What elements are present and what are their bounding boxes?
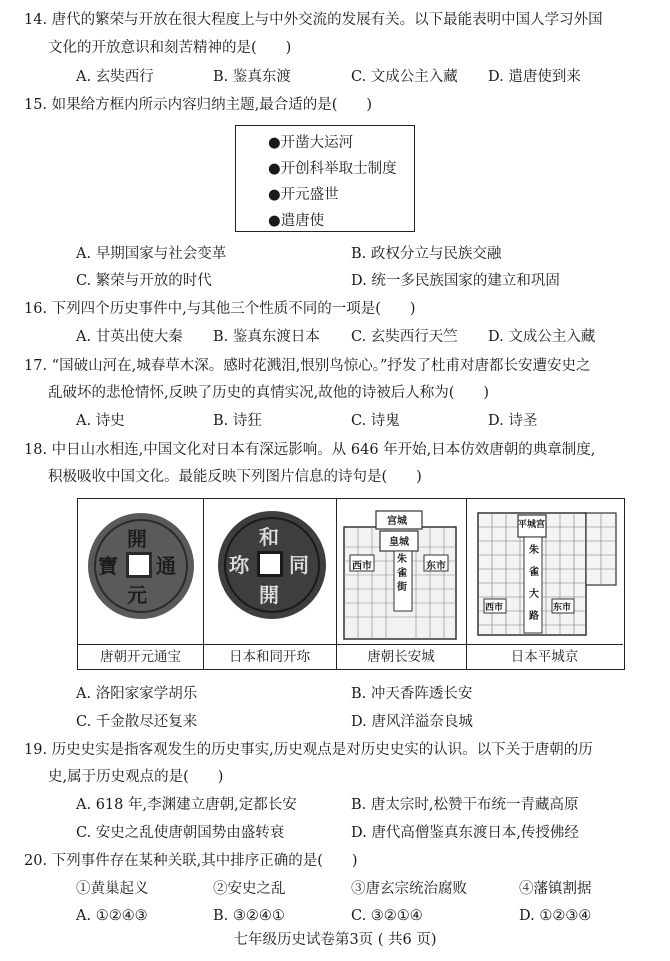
q20-option-c: C. ③②①④ [351, 908, 423, 924]
caption-heijokyo-map: 日本平城京 [466, 644, 623, 669]
q16-stem: 16. 下列四个历史事件中,与其他三个性质不同的一项是( ) [24, 301, 416, 317]
q17-option-a: A. 诗史 [76, 413, 125, 429]
q16-option-b: B. 鉴真东渡日本 [213, 329, 320, 345]
q20-stem: 20. 下列事件存在某种关联,其中排序正确的是( ) [24, 853, 358, 869]
q20-option-a: A. ①②④③ [76, 908, 148, 924]
q19-stem-line1: 19. 历史史实是指客观发生的历史事实,历史观点是对历史史实的认识。以下关于唐朝的历 [24, 742, 593, 758]
q15-option-d: D. 统一多民族国家的建立和巩固 [351, 273, 560, 289]
q17-option-b: B. 诗狂 [213, 413, 262, 429]
q15-option-a: A. 早期国家与社会变革 [76, 246, 227, 262]
q17-option-c: C. 诗鬼 [351, 413, 400, 429]
q17-stem-line1: 17. “国破山河在,城春草木深。感时花溅泪,恨别鸟惊心。”抒发了杜甫对唐都长安遭安史之 [24, 358, 591, 374]
q16-option-c: C. 玄奘西行天竺 [351, 329, 458, 345]
q18-option-a: A. 洛阳家家学胡乐 [76, 686, 198, 702]
q18-image-table [77, 498, 625, 670]
q16-option-d: D. 文成公主入藏 [488, 329, 596, 345]
q19-option-c: C. 安史之乱使唐朝国势由盛转衰 [76, 825, 285, 841]
q20-option-b: B. ③②④① [213, 908, 285, 924]
q15-content-box [235, 125, 415, 232]
q16-option-a: A. 甘英出使大秦 [76, 329, 183, 345]
q20-event-2: ②安史之乱 [213, 881, 286, 897]
q18-stem-line2: 积极吸收中国文化。最能反映下列图片信息的诗句是( ) [48, 469, 422, 485]
q19-option-b: B. 唐太宗时,松赞干布统一青藏高原 [351, 797, 579, 813]
q19-option-d: D. 唐代高僧鉴真东渡日本,传授佛经 [351, 825, 579, 841]
q20-event-4: ④藩镇割据 [519, 881, 592, 897]
q19-option-a: A. 618 年,李渊建立唐朝,定都长安 [76, 797, 297, 813]
q17-option-d: D. 诗圣 [488, 413, 538, 429]
kaiyuan-coin-image: 開 元 通 寶 [78, 499, 204, 644]
q14-option-b: B. 鉴真东渡 [213, 69, 291, 85]
q14-stem-line1: 14. 唐代的繁荣与开放在很大程度上与中外交流的发展有关。以下最能表明中国人学习外国 [24, 12, 603, 28]
q17-stem-line2: 乱破坏的悲怆情怀,反映了历史的真情实况,故他的诗被后人称为( ) [48, 385, 490, 401]
q14-option-c: C. 文成公主入藏 [351, 69, 458, 85]
q15-box-item: ●开元盛世 [268, 187, 339, 203]
q20-event-1: ①黄巢起义 [76, 881, 149, 897]
q20-event-3: ③唐玄宗统治腐败 [351, 881, 467, 897]
q14-stem-line2: 文化的开放意识和刻苦精神的是( ) [48, 40, 292, 56]
q18-stem-line1: 18. 中日山水相连,中国文化对日本有深远影响。从 646 年开始,日本仿效唐朝的典章制度, [24, 442, 596, 458]
q15-option-c: C. 繁荣与开放的时代 [76, 273, 212, 289]
wadokaichin-coin-image: 和 開 同 珎 [203, 499, 337, 644]
q18-option-c: C. 千金散尽还复来 [76, 714, 198, 730]
page-footer: 七年级历史试卷第3页 ( 共6 页) [233, 932, 437, 948]
heijokyo-city-map: 平城宫 朱 雀 大 路 西市 东市 [466, 499, 623, 644]
q18-option-b: B. 冲天香阵透长安 [351, 686, 473, 702]
changan-city-map: 宫城 皇城 西市 东市 朱雀街 [336, 499, 467, 644]
q14-option-a: A. 玄奘西行 [76, 69, 154, 85]
q15-box-item: ●开创科举取士制度 [268, 161, 397, 177]
caption-changan-map: 唐朝长安城 [336, 644, 467, 669]
q18-option-d: D. 唐风洋溢奈良城 [351, 714, 473, 730]
q15-option-b: B. 政权分立与民族交融 [351, 246, 502, 262]
caption-wadokaichin-coin: 日本和同开珎 [203, 644, 337, 669]
q14-option-d: D. 遣唐使到来 [488, 69, 581, 85]
q20-option-d: D. ①②③④ [519, 908, 592, 924]
q15-box-item: ●开凿大运河 [268, 135, 354, 151]
q15-box-item: ●遣唐使 [268, 213, 325, 229]
q15-stem-line1: 15. 如果给方框内所示内容归纳主题,最合适的是( ) [24, 97, 373, 113]
caption-kaiyuan-coin: 唐朝开元通宝 [78, 644, 204, 669]
q19-stem-line2: 史,属于历史观点的是( ) [48, 769, 224, 785]
